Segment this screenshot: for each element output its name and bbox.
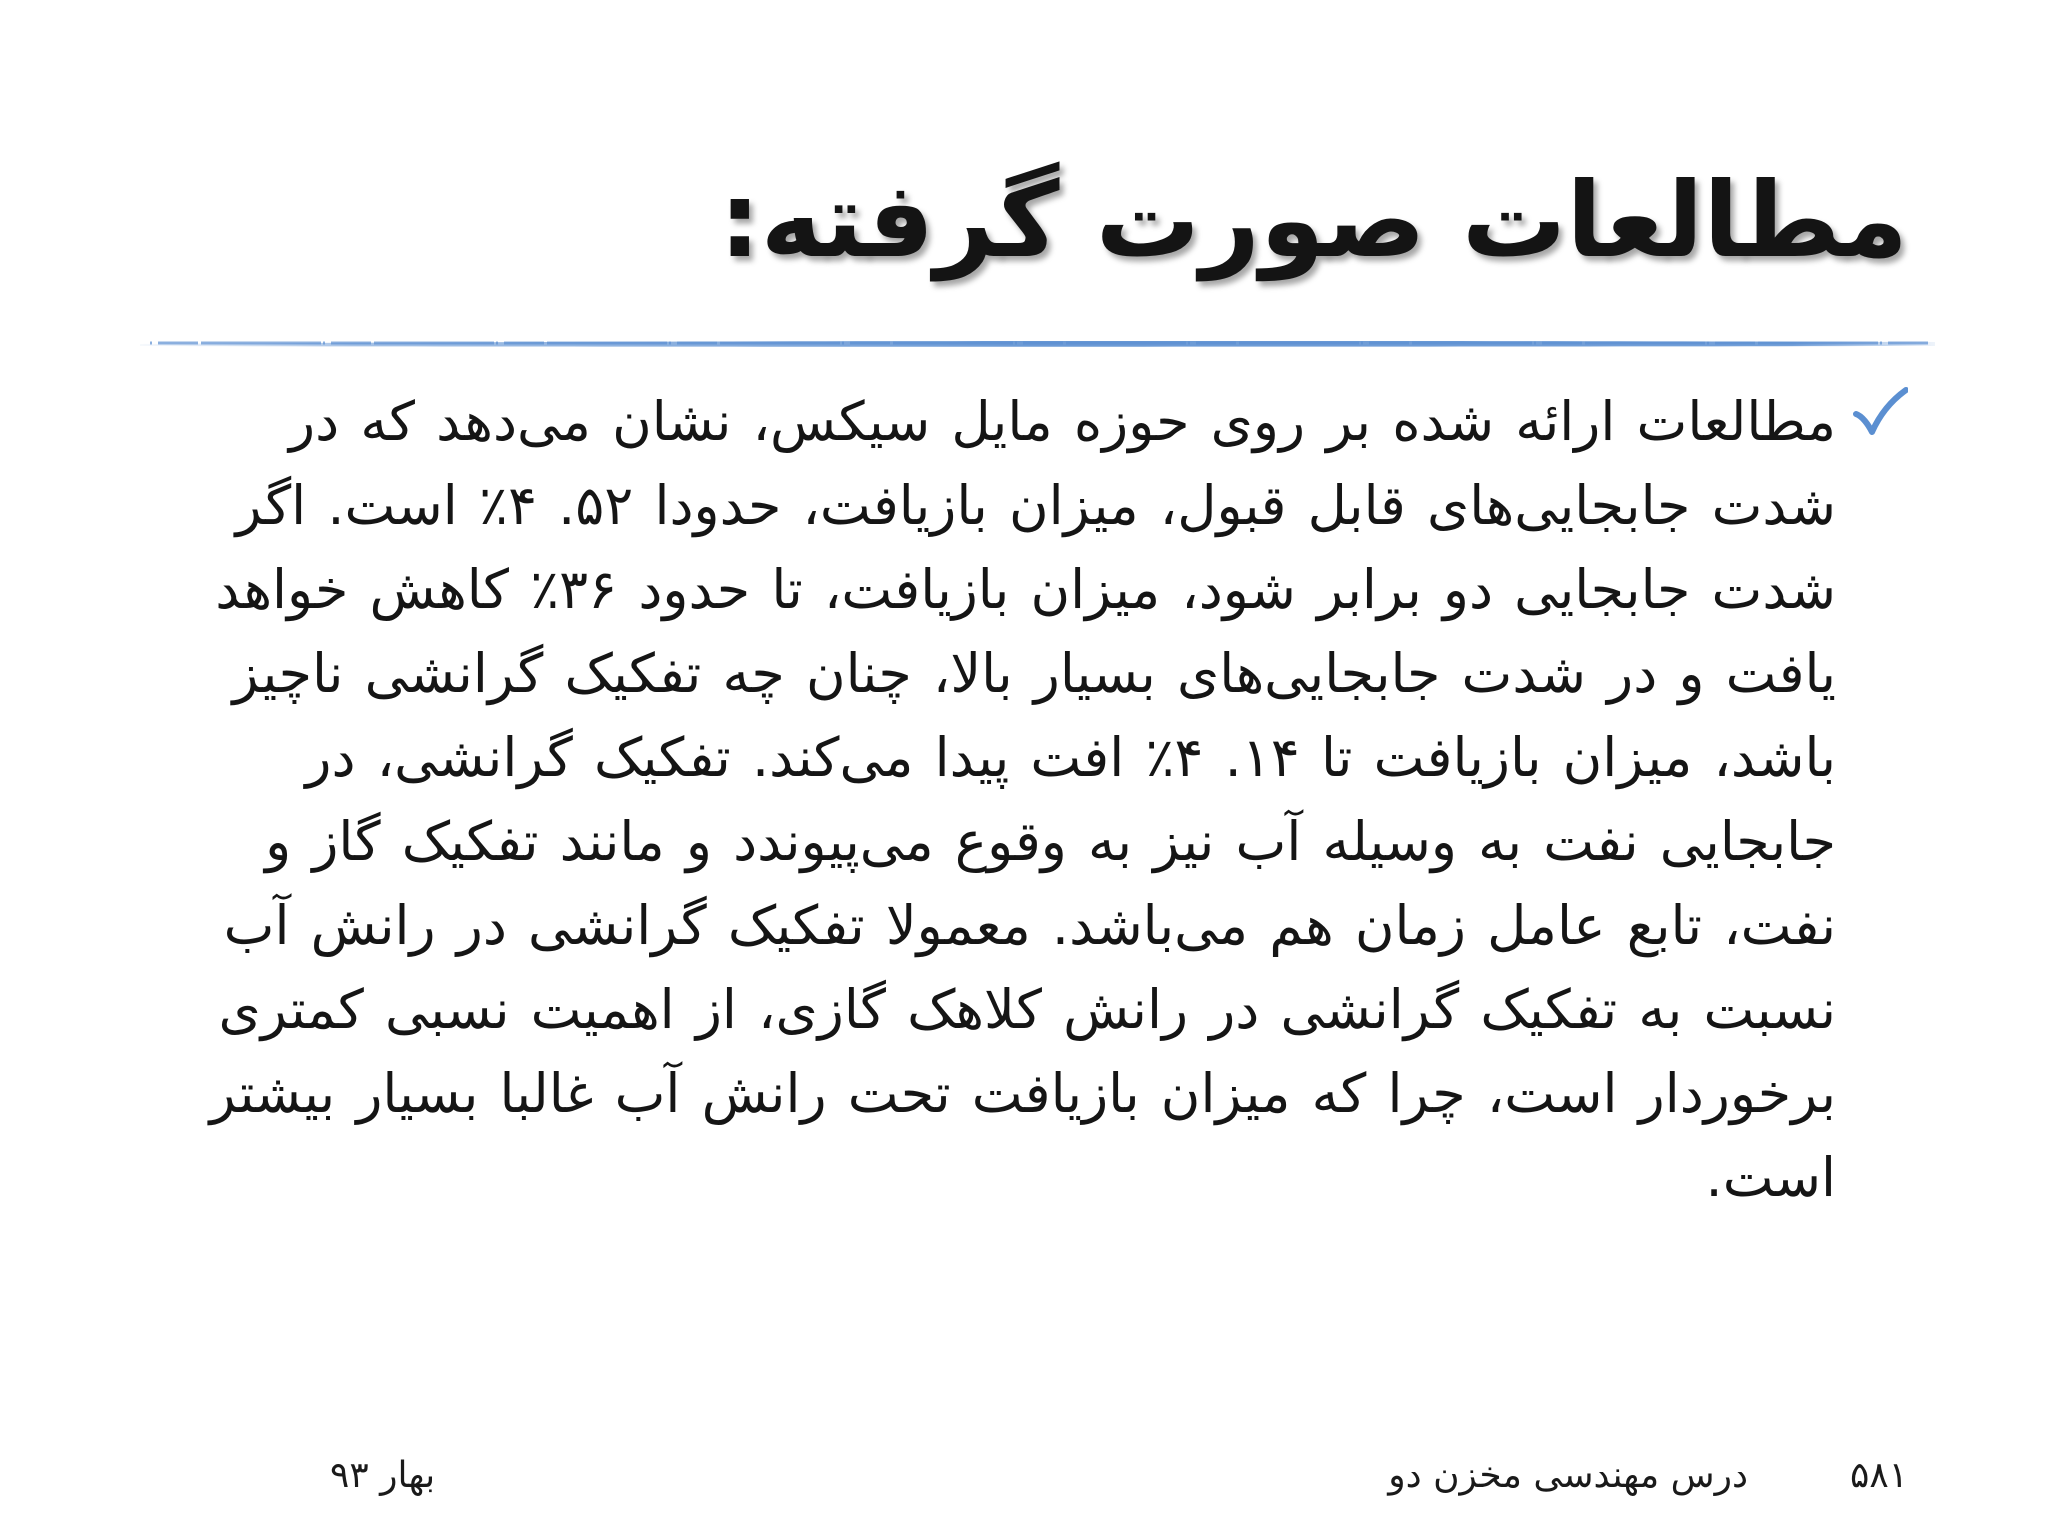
term-label: بهار ۹۳ (330, 1455, 436, 1496)
page-number: ۵۸۱ (1849, 1455, 1908, 1496)
bullet-text: مطالعات ارائه شده بر روی حوزه مایل سیکس، نشان می‌دهد که در شدت جابجایی‌های قابل قبول، میزان بازیافت، حدودا ۵۲. ۴٪ است. اگر شدت جابجایی دو برابر شود، میزان بازیافت، تا حدود ۳۶٪ کاهش خواهد یافت و در شدت جابجایی‌های بسیار بالا، چنان چه تفکیک گرانشی ناچیز باشد، میزان بازیافت تا ۱۴. ۴٪ افت پیدا می‌کند. تفکیک گرانشی، در جابجایی نفت به وسیله آب نیز به وقوع می‌پیوندد و مانند تفکیک گاز و نفت، تابع عامل زمان هم می‌باشد. معمولا تفکیک گرانشی در رانش آب نسبت به تفکیک گرانشی در رانش کلاهک گازی، از اهمیت نسبی کمتری برخوردار است، چرا که میزان بازیافت تحت رانش آب غالبا بسیار بیشتر است. (209, 390, 1836, 1209)
content-area (168, 380, 1908, 1220)
title-divider (0, 334, 2048, 354)
slide-title: مطالعات صورت گرفته: (719, 159, 1908, 281)
course-name: درس مهندسی مخزن دو (1388, 1455, 1748, 1496)
check-icon (1852, 386, 1908, 438)
bullet-item (168, 380, 1908, 1220)
